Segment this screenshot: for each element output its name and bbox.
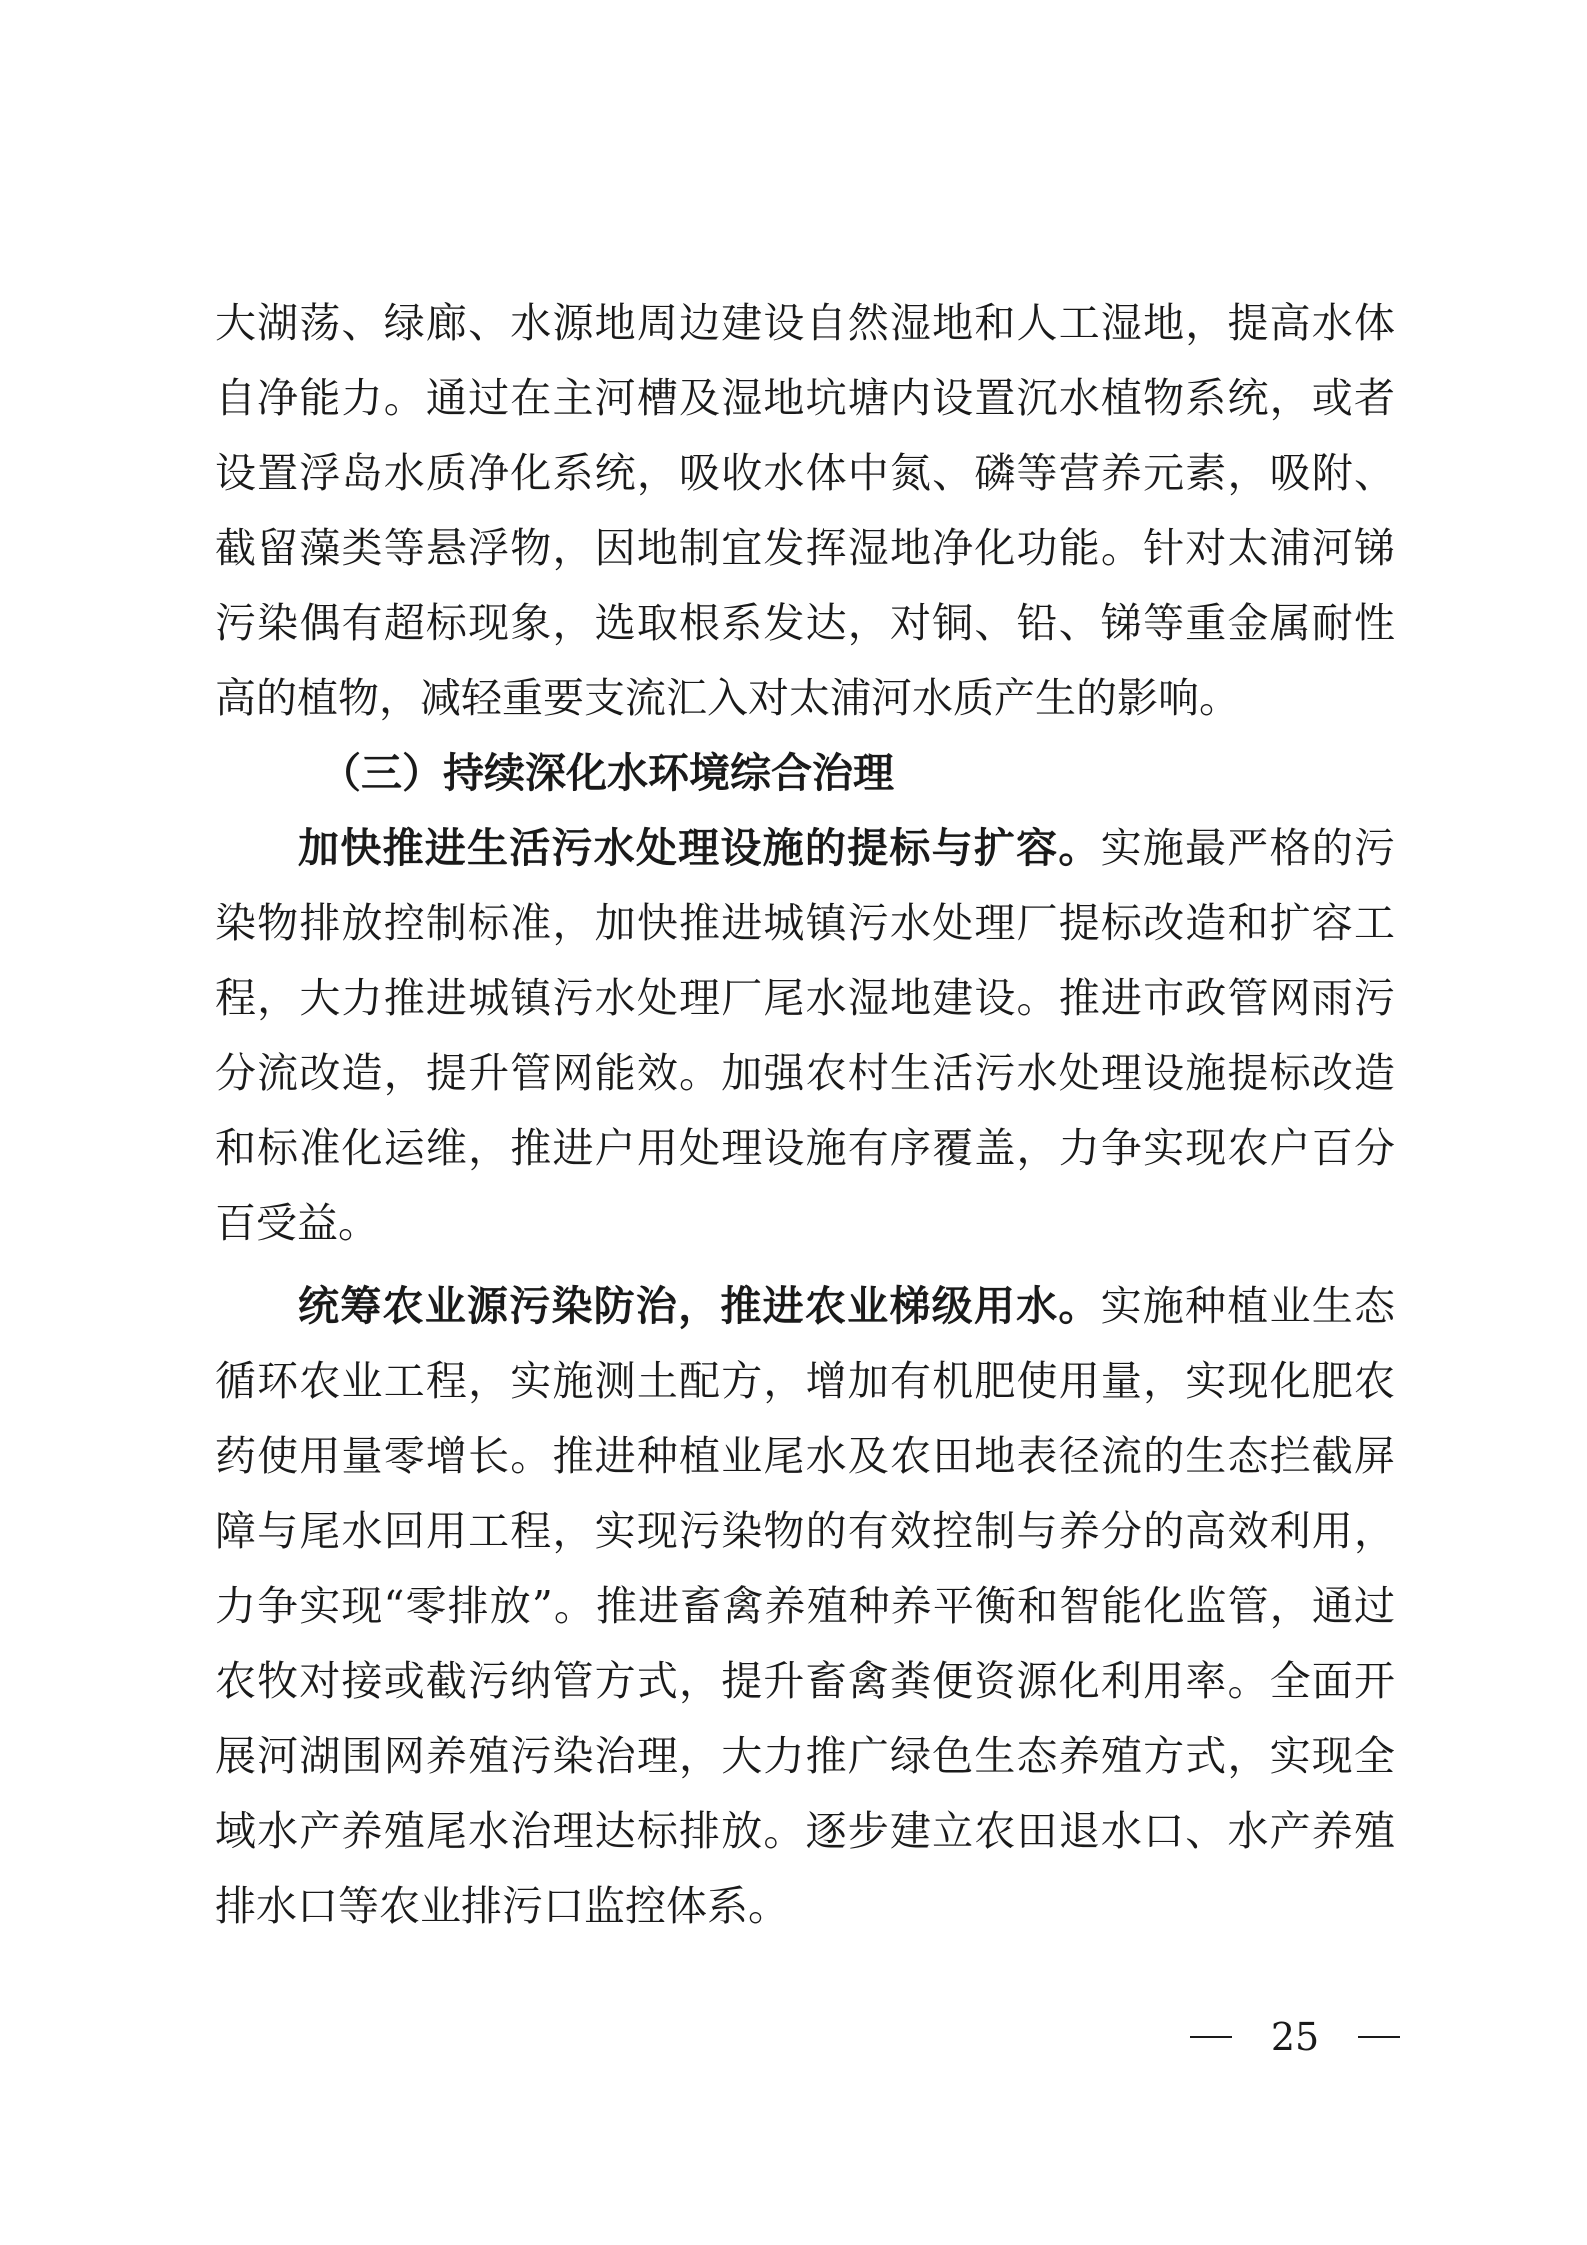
paragraph-line: 循环农业工程，实施测土配方，增加有机肥使用量，实现化肥农 bbox=[215, 1357, 1395, 1405]
paragraph-lead-sentence: 统筹农业源污染防治，推进农业梯级用水。 bbox=[298, 1282, 1101, 1330]
paragraph-line: 展河湖围网养殖污染治理，大力推广绿色生态养殖方式，实现全 bbox=[215, 1732, 1395, 1780]
section-heading: （三）持续深化水环境综合治理 bbox=[320, 749, 894, 797]
page-number-footer bbox=[1190, 2007, 1400, 2067]
paragraph-line: 域水产养殖尾水治理达标排放。逐步建立农田退水口、水产养殖 bbox=[215, 1807, 1395, 1855]
paragraph-line: 药使用量零增长。推进种植业尾水及农田地表径流的生态拦截屏 bbox=[215, 1432, 1395, 1480]
page-number: 25 bbox=[1270, 2015, 1320, 2059]
paragraph-line: 染物排放控制标准，加快推进城镇污水处理厂提标改造和扩容工 bbox=[215, 899, 1395, 947]
paragraph-line: 排水口等农业排污口监控体系。 bbox=[215, 1882, 789, 1930]
paragraph-text: 实施种植业生态 bbox=[1100, 1282, 1395, 1330]
paragraph-line: 自净能力。通过在主河槽及湿地坑塘内设置沉水植物系统，或者 bbox=[215, 374, 1395, 422]
paragraph-line: 农牧对接或截污纳管方式，提升畜禽粪便资源化利用率。全面开 bbox=[215, 1657, 1395, 1705]
dash-left bbox=[1190, 2036, 1232, 2038]
paragraph-line: 大湖荡、绿廊、水源地周边建设自然湿地和人工湿地，提高水体 bbox=[215, 299, 1395, 347]
paragraph-line: 程，大力推进城镇污水处理厂尾水湿地建设。推进市政管网雨污 bbox=[215, 974, 1395, 1022]
paragraph-line: 高的植物，减轻重要支流汇入对太浦河水质产生的影响。 bbox=[215, 674, 1240, 722]
paragraph-text: 实施最严格的污 bbox=[1100, 824, 1395, 872]
paragraph-line: 截留藻类等悬浮物，因地制宜发挥湿地净化功能。针对太浦河锑 bbox=[215, 524, 1395, 572]
paragraph-first-line bbox=[298, 812, 1395, 884]
paragraph-line: 百受益。 bbox=[215, 1199, 379, 1247]
paragraph-line: 分流改造，提升管网能效。加强农村生活污水处理设施提标改造 bbox=[215, 1049, 1395, 1097]
paragraph-line: 和标准化运维，推进户用处理设施有序覆盖，力争实现农户百分 bbox=[215, 1124, 1395, 1172]
paragraph-line: 设置浮岛水质净化系统，吸收水体中氮、磷等营养元素，吸附、 bbox=[215, 449, 1395, 497]
paragraph-line: 污染偶有超标现象，选取根系发达，对铜、铅、锑等重金属耐性 bbox=[215, 599, 1395, 647]
paragraph-line: 障与尾水回用工程，实现污染物的有效控制与养分的高效利用， bbox=[215, 1507, 1395, 1555]
paragraph-lead-sentence: 加快推进生活污水处理设施的提标与扩容。 bbox=[298, 824, 1101, 872]
paragraph-line: 力争实现“零排放”。推进畜禽养殖种养平衡和智能化监管，通过 bbox=[215, 1582, 1395, 1630]
dash-right bbox=[1358, 2036, 1400, 2038]
paragraph-first-line bbox=[298, 1270, 1395, 1342]
